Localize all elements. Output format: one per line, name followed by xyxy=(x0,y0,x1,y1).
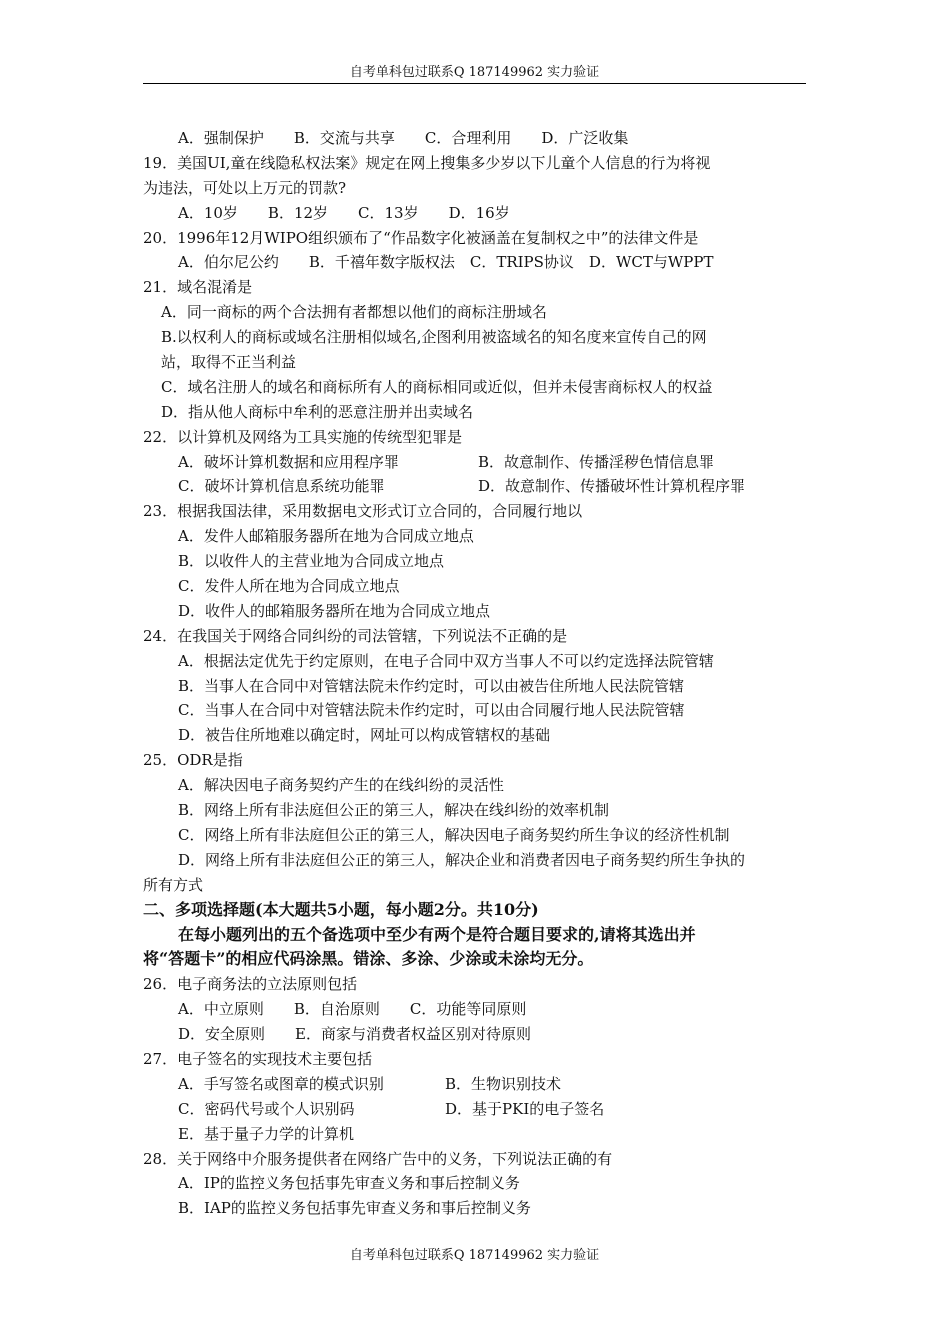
q21-option-a: A．同一商标的两个合法拥有者都想以他们的商标注册域名 xyxy=(161,303,547,322)
q22-options-row-1 xyxy=(143,450,811,475)
q19-stem-cont: 为违法，可处以上万元的罚款? xyxy=(143,178,347,197)
q27-option-b: B．生物识别技术 xyxy=(445,1074,562,1093)
q23-stem: 23．根据我国法律，采用数据电文形式订立合同的，合同履行地以 xyxy=(143,502,583,521)
page-footer: 自考单科包过联系Q 187149962 实力验证 xyxy=(349,1248,600,1263)
q27-options-row-2 xyxy=(143,1097,811,1122)
q21-option-b-cont: 站，取得不正当利益 xyxy=(161,353,297,372)
q25-option-a: A．解决因电子商务契约产生的在线纠纷的灵活性 xyxy=(178,776,504,795)
q20-stem: 20．1996年12月WIPO组织颁布了“作品数字化被涵盖在复制权之中”的法律文件是 xyxy=(143,228,699,247)
q25-stem: 25．ODR是指 xyxy=(143,751,243,770)
q22-stem: 22．以计算机及网络为工具实施的传统型犯罪是 xyxy=(143,427,463,446)
q27-options-row-1 xyxy=(143,1072,811,1097)
q21-option-d: D．指从他人商标中牟利的恶意注册并出卖域名 xyxy=(161,402,474,421)
header-rule xyxy=(143,83,806,84)
q21-option-c: C．域名注册人的域名和商标所有人的商标相同或近似，但并未侵害商标权人的权益 xyxy=(161,377,713,396)
q21-option-b: B.以权利人的商标或域名注册相似域名,企图利用被盗域名的知名度来宣传自己的网 xyxy=(161,328,707,347)
q22-option-b: B．故意制作、传播淫秽色情信息罪 xyxy=(478,452,715,471)
section-2-instructions: 在每小题列出的五个备选项中至少有两个是符合题目要求的,请将其选出并 xyxy=(178,924,696,944)
q24-option-d: D．被告住所地难以确定时，网址可以构成管辖权的基础 xyxy=(178,726,551,745)
q26-options-row-1: A．中立原则 B．自治原则 C．功能等同原则 xyxy=(178,1000,527,1019)
q23-option-c: C．发件人所在地为合同成立地点 xyxy=(178,577,400,596)
q27-stem: 27．电子签名的实现技术主要包括 xyxy=(143,1049,373,1068)
q27-option-c: C．密码代号或个人识别码 xyxy=(178,1099,355,1118)
q28-option-a: A．IP的监控义务包括事先审查义务和事后控制义务 xyxy=(178,1174,520,1193)
q23-option-a: A．发件人邮箱服务器所在地为合同成立地点 xyxy=(178,527,474,546)
q26-options-row-2: D．安全原则 E．商家与消费者权益区别对待原则 xyxy=(178,1025,531,1044)
q18-options: A．强制保护 B．交流与共享 C．合理利用 D．广泛收集 xyxy=(178,129,629,147)
page-header: 自考单科包过联系Q 187149962 实力验证 xyxy=(349,65,600,80)
q19-options: A．10岁 B．12岁 C．13岁 D．16岁 xyxy=(178,203,510,222)
q27-option-d: D．基于PKI的电子签名 xyxy=(445,1099,605,1118)
q24-option-b: B．当事人在合同中对管辖法院未作约定时，可以由被告住所地人民法院管辖 xyxy=(178,676,685,695)
q26-stem: 26．电子商务法的立法原则包括 xyxy=(143,975,358,994)
q23-option-d: D．收件人的邮箱服务器所在地为合同成立地点 xyxy=(178,601,491,620)
q27-option-e: E．基于量子力学的计算机 xyxy=(178,1124,354,1143)
q20-options: A．伯尔尼公约 B．千禧年数字版权法 C．TRIPS协议 D．WCT与WPPT xyxy=(178,253,714,272)
q24-option-a: A．根据法定优先于约定原则，在电子合同中双方当事人不可以约定选择法院管辖 xyxy=(178,651,714,670)
q22-options-row-2 xyxy=(143,474,811,499)
q22-option-c: C．破坏计算机信息系统功能罪 xyxy=(178,477,385,496)
section-2-instructions-cont: 将“答题卡”的相应代码涂黑。错涂、多涂、少涂或未涂均无分。 xyxy=(143,949,594,969)
q25-option-c: C．网络上所有非法庭但公正的第三人，解决因电子商务契约所生争议的经济性机制 xyxy=(178,825,730,844)
q24-option-c: C．当事人在合同中对管辖法院未作约定时，可以由合同履行地人民法院管辖 xyxy=(178,701,685,720)
q28-stem: 28．关于网络中介服务提供者在网络广告中的义务，下列说法正确的有 xyxy=(143,1149,613,1168)
q23-option-b: B．以收件人的主营业地为合同成立地点 xyxy=(178,552,445,571)
q22-option-d: D．故意制作、传播破坏性计算机程序罪 xyxy=(478,477,746,496)
section-2-title: 二、多项选择题(本大题共5小题，每小题2分。共10分) xyxy=(143,899,539,919)
q25-option-b: B．网络上所有非法庭但公正的第三人，解决在线纠纷的效率机制 xyxy=(178,801,610,820)
q28-option-b: B．IAP的监控义务包括事先审查义务和事后控制义务 xyxy=(178,1199,531,1218)
q22-option-a: A．破坏计算机数据和应用程序罪 xyxy=(178,452,399,471)
q24-stem: 24．在我国关于网络合同纠纷的司法管辖，下列说法不正确的是 xyxy=(143,626,568,645)
q25-option-d: D．网络上所有非法庭但公正的第三人，解决企业和消费者因电子商务契约所生争执的 xyxy=(178,850,746,869)
exam-content xyxy=(143,126,811,1221)
q19-stem: 19．美国UI,童在线隐私权法案》规定在网上搜集多少岁以下儿童个人信息的行为将视 xyxy=(143,153,711,172)
q27-option-a: A．手写签名或图章的模式识别 xyxy=(178,1074,384,1093)
q25-option-d-cont: 所有方式 xyxy=(143,875,204,894)
q21-stem: 21．域名混淆是 xyxy=(143,278,253,297)
